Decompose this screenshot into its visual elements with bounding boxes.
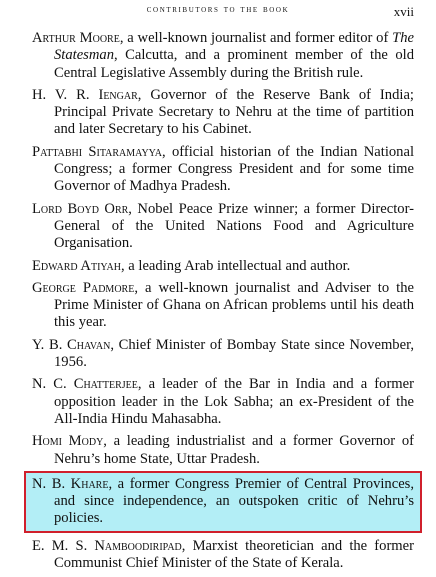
contributor-entry: [32, 337, 414, 372]
page-number: xvii: [393, 4, 414, 19]
contributors-list: [32, 30, 414, 577]
contributor-name: N. C. Chatterjee: [32, 376, 138, 393]
contributor-description: , official historian of the Indian National Congress; a former Congress President and for some time Governor of Madhya Pradesh.: [54, 143, 414, 195]
contributor-description: , a leader of the Bar in India and a former opposition leader in the Lok Sabha; an ex-President of the All-India Hindu Mahasabha.: [54, 376, 414, 427]
contributor-name: Homi Mody: [32, 433, 104, 450]
contributor-name: N. B. Khare: [32, 475, 109, 492]
contributor-name: Y. B. Chavan: [32, 336, 111, 353]
contributor-name: E. M. S. Namboodiripad: [32, 537, 182, 554]
contributor-description: , Chief Minister of Bombay State since November, 1956.: [54, 336, 415, 371]
contributor-description: , Nobel Peace Prize winner; a former Director-General of the United Nations Food and Agriculture Organisation.: [54, 200, 414, 252]
contributor-name: Pattabhi Sitaramayya: [32, 143, 163, 160]
page-header: [0, 4, 436, 22]
contributor-entry: [32, 433, 414, 468]
contributor-name: Edward Atiyah: [32, 257, 121, 274]
contributor-description: , Marxist theoretician and the former Communist Chief Minister of the State of Kerala.: [54, 537, 414, 572]
contributor-description: , a former Congress Premier of Central Provinces, and since independence, an outspoken critic of Nehru’s policies.: [54, 475, 414, 527]
contributor-description: , a well-known journalist and former editor of: [119, 30, 393, 46]
contributor-name: Lord Boyd Orr: [32, 200, 129, 217]
contributor-entry: [32, 280, 414, 332]
contributor-name: Arthur Moore: [32, 30, 120, 46]
contributor-description: , a well-known journalist and Adviser to the Prime Minister of Ghana on African problems until his death this year.: [54, 279, 414, 331]
running-head: contributors to the book: [146, 4, 290, 15]
contributor-entry: [32, 30, 414, 82]
contributor-entry: [32, 376, 414, 428]
contributor-entry: [32, 144, 414, 196]
highlighted-contributor-entry: [26, 473, 420, 531]
publication-title: The Statesman: [54, 30, 414, 64]
contributor-entry: [32, 87, 414, 139]
contributor-entry: [32, 538, 414, 573]
contributor-name: George Padmore: [32, 279, 135, 296]
contributor-name: H. V. R. Iengar: [32, 86, 138, 103]
contributor-entry: [32, 201, 414, 253]
contributor-entry: [32, 258, 414, 275]
contributor-description: , a leading industrialist and a former Governor of Nehru’s home State, Uttar Pradesh.: [54, 433, 414, 467]
contributor-description: , Governor of the Reserve Bank of India; Principal Private Secretary to Nehru at the time of partition and later Secretary to his Cabinet.: [54, 86, 414, 138]
contributor-description-cont: , Calcutta, and a prominent member of the old Central Legislative Assembly during the British rule.: [54, 47, 414, 81]
contributor-description: , a leading Arab intellectual and author.: [120, 257, 351, 274]
